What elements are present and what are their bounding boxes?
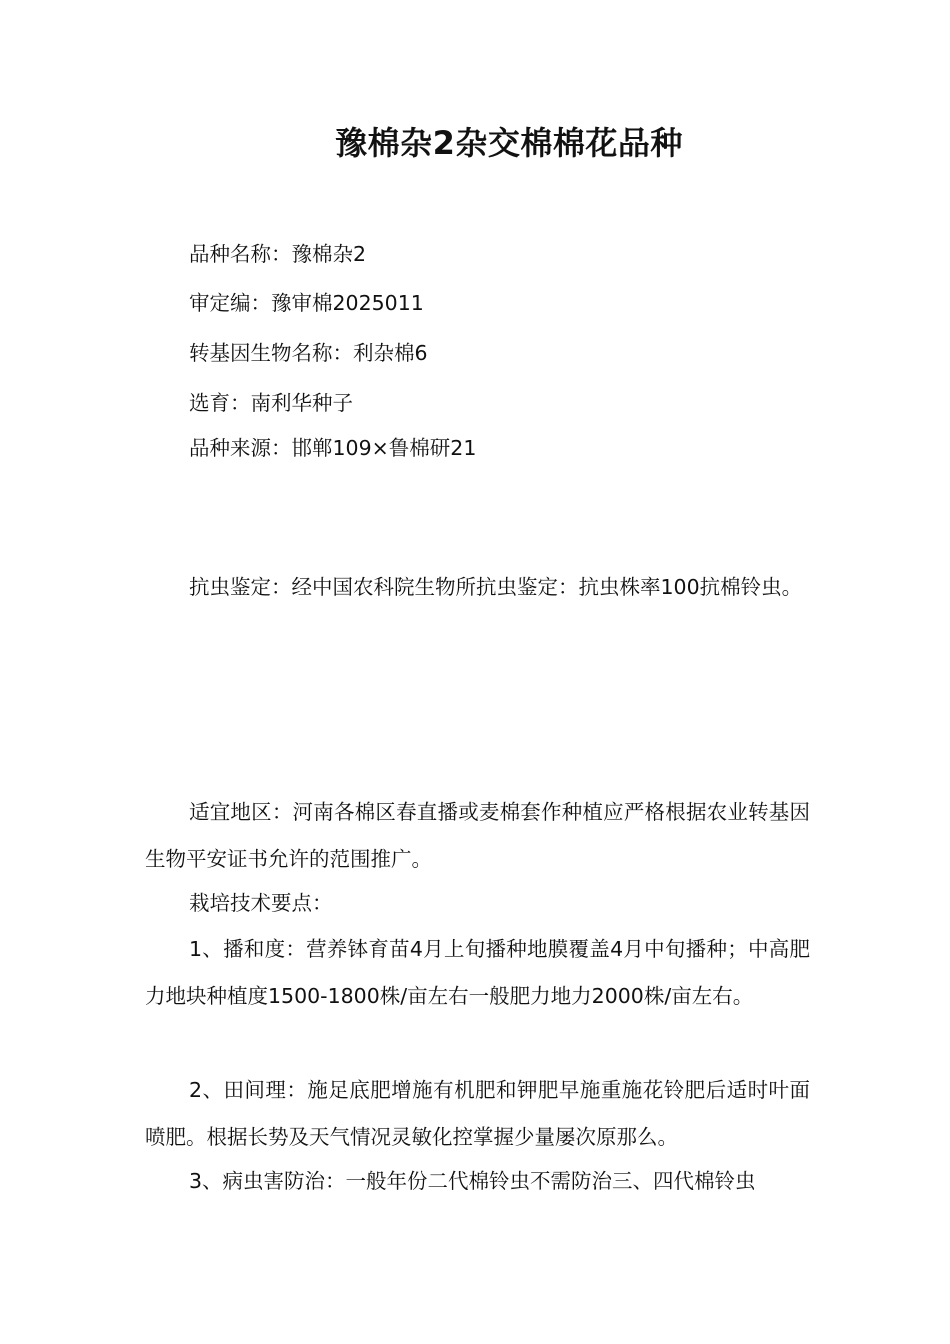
approval-number-line: 审定编：豫审棉2025011: [189, 291, 424, 315]
suitable-region-paragraph: 适宜地区：河南各棉区春直播或麦棉套作种植应严格根据农业转基因生物平安证书允许的范围推广。: [145, 800, 810, 871]
breeder-line: 选育：南利华种子: [189, 391, 353, 415]
gmo-name-line: 转基因生物名称：利杂棉6: [189, 341, 428, 365]
cultivation-point-3: 3、病虫害防治：一般年份二代棉铃虫不需防治三、四代棉铃虫: [189, 1169, 756, 1193]
variety-name-line: 品种名称：豫棉杂2: [189, 242, 367, 266]
insect-resistance-paragraph: 抗虫鉴定：经中国农科院生物所抗虫鉴定：抗虫株率100抗棉铃虫。: [189, 575, 803, 599]
cultivation-point-2: 2、田间理：施足底肥增施有机肥和钾肥早施重施花铃肥后适时叶面喷肥。根据长势及天气情况灵敏化控掌握少量屡次原那么。: [145, 1078, 810, 1149]
variety-origin-line: 品种来源：邯郸109×鲁棉研21: [189, 436, 477, 460]
document-title: 豫棉杂2杂交棉棉花品种: [335, 124, 683, 162]
cultivation-point-1: 1、播和度：营养钵育苗4月上旬播种地膜覆盖4月中旬播种；中高肥力地块种植度1500-1800株/亩左右一般肥力地力2000株/亩左右。: [145, 937, 810, 1008]
cultivation-heading: 栽培技术要点：: [189, 891, 333, 915]
